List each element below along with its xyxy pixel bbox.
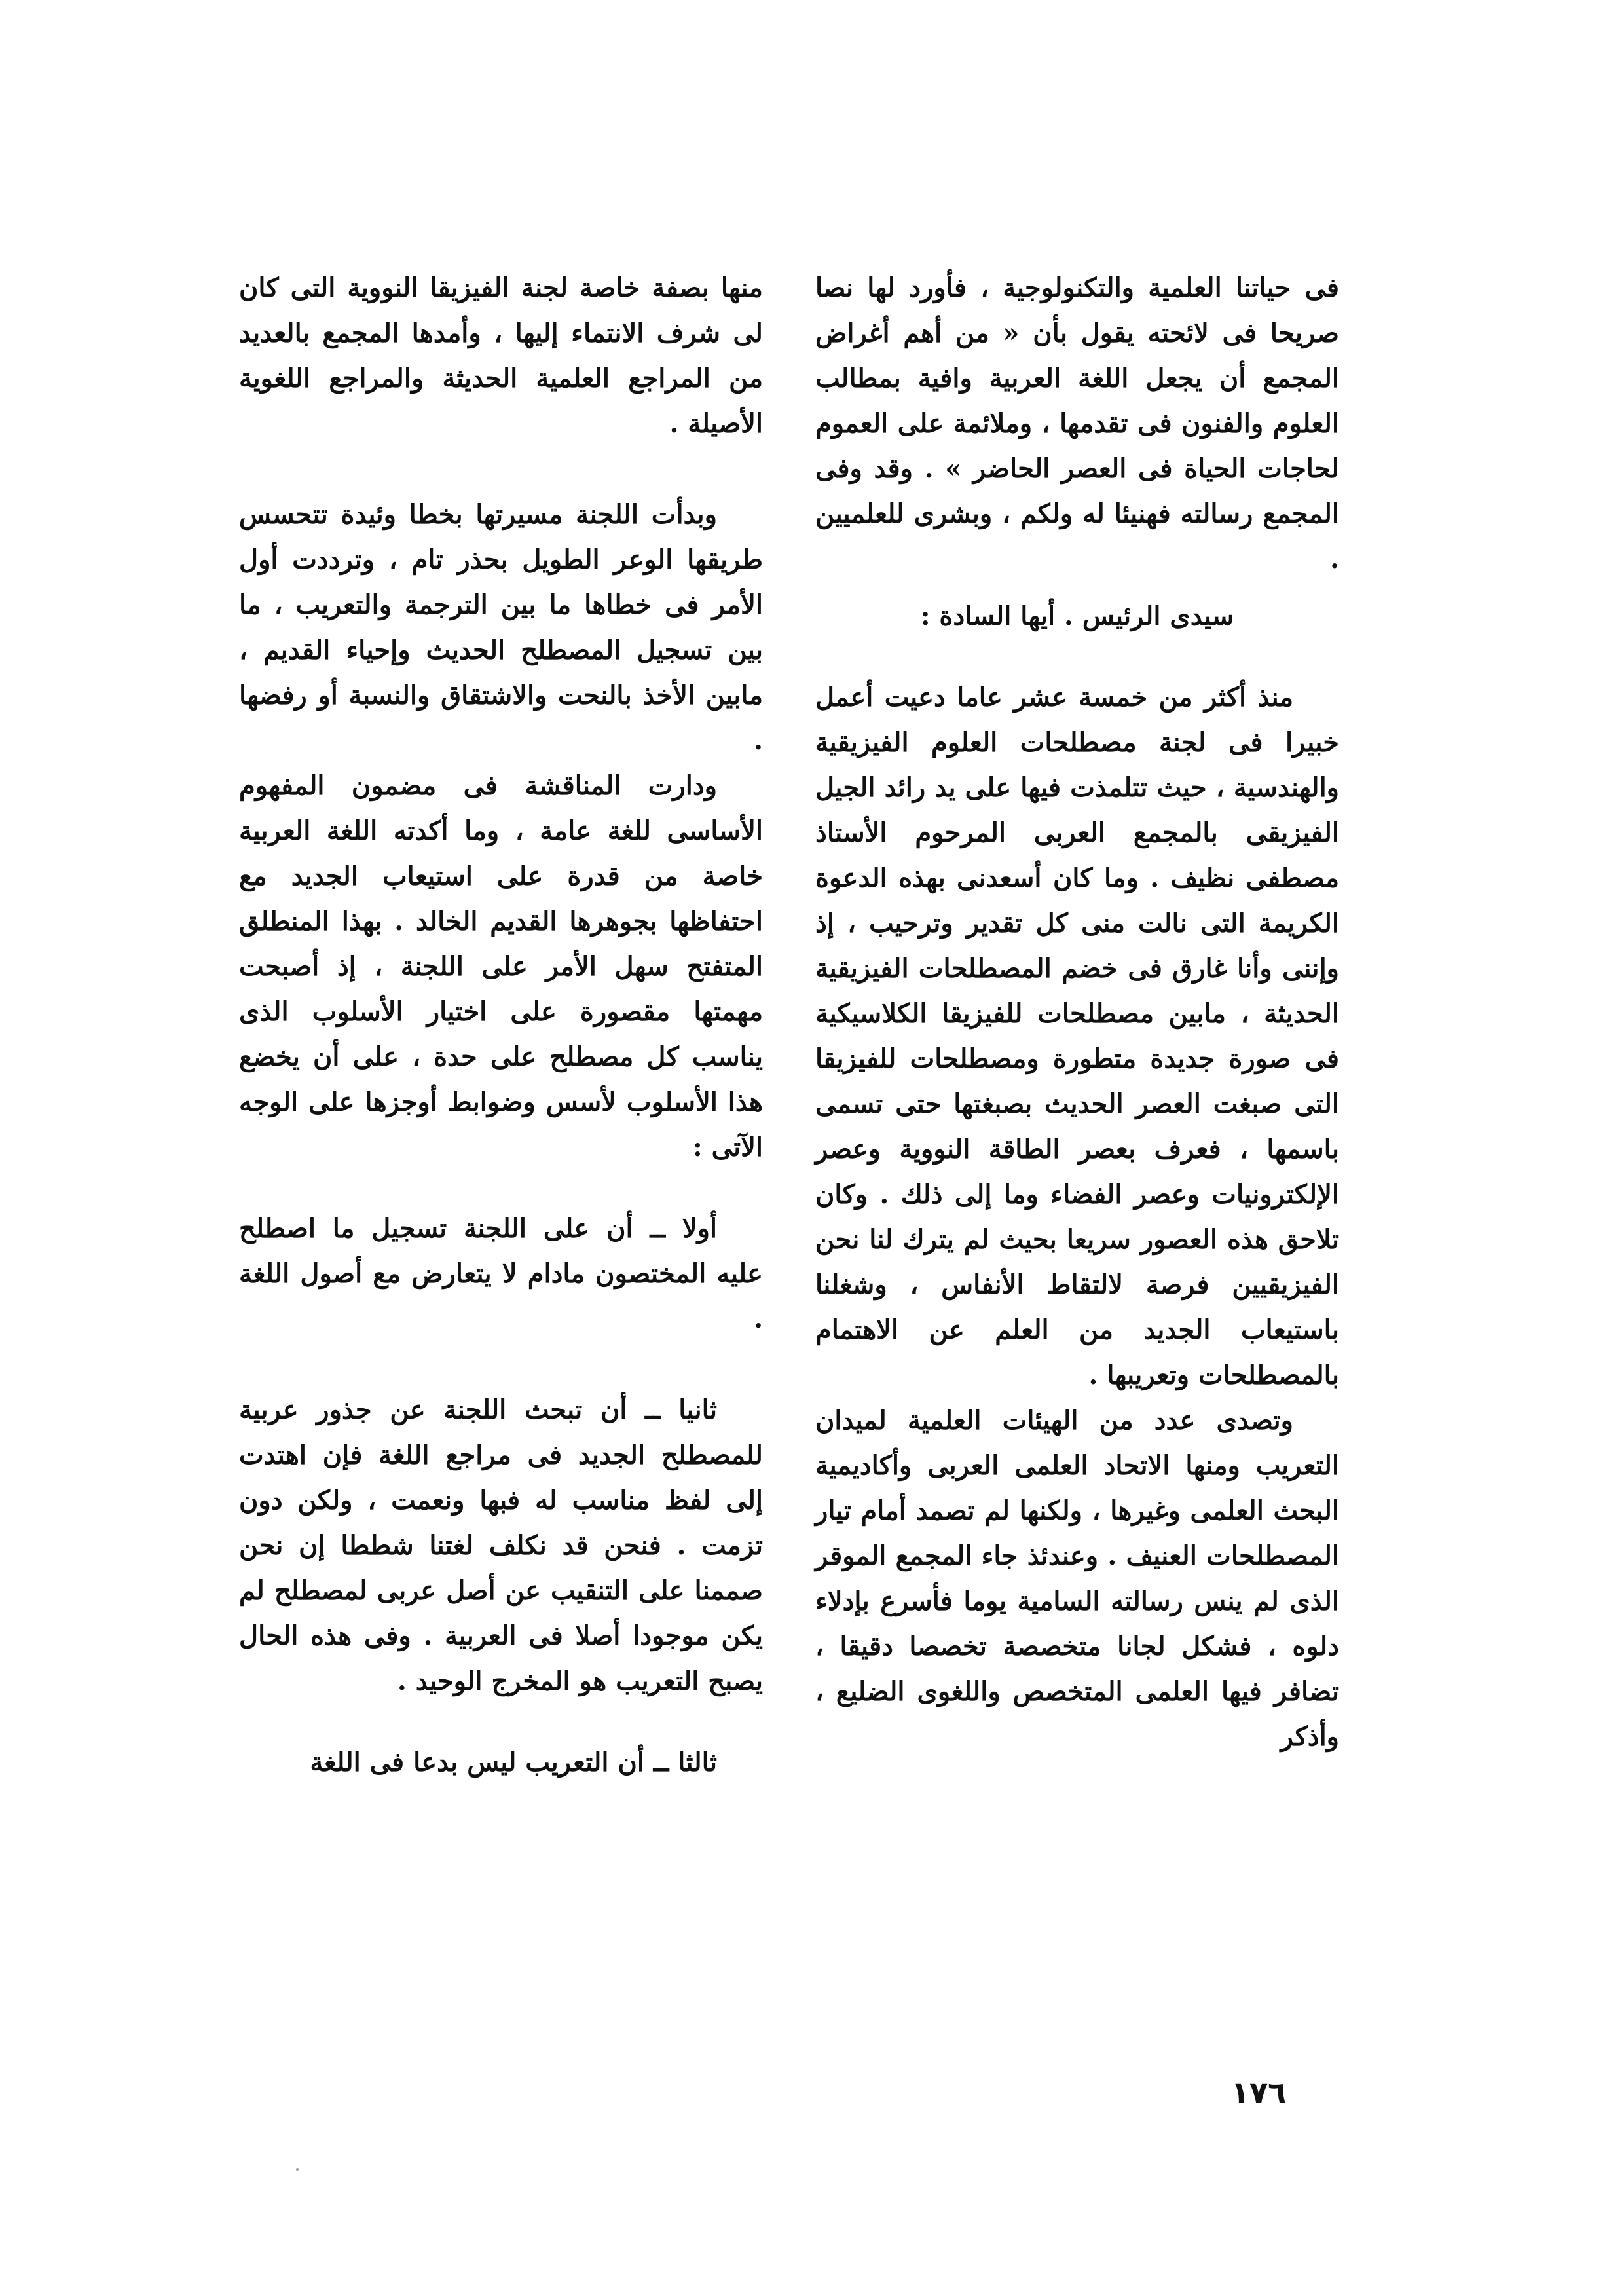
- rule-second: ثانيا ــ أن تبحث اللجنة عن جذور عربية للمصطلح الجديد فى مراجع اللغة فإن اهتدت إلى لفظ مناسب له فبها ونعمت ، ولكن دون تزمت . فنحن قد نكلف لغتنا شططا إن نحن صممنا على التنقيب عن أصل عربى لمصطلح لم يكن موجودا أصلا فى العربية . وفى هذه الحال يصبح التعريب هو المخرج الوحيد .: [239, 1394, 763, 1696]
- paragraph-academy-mission: فى حياتنا العلمية والتكنولوجية ، فأورد لها نصا صريحا فى لائحته يقول بأن « من أهم أغراض المجمع أن يجعل اللغة العربية وافية بمطالب العلوم والفنون فى تقدمها ، وملائمة على العموم لحاجات الحياة فى العصر الحاضر » . وقد وفى المجمع رسالته فهنيئا له ولكم ، وبشرى للعلميين .: [815, 272, 1339, 574]
- salutation: سيدى الرئيس . أيها السادة :: [920, 601, 1234, 631]
- paragraph-committee-progress: وبدأت اللجنة مسيرتها بخطا وئيدة تتحسس طريقها الوعر الطويل بحذر تام ، وترددت أول الأمر فى خطاها ما بين الترجمة والتعريب ، ما بين تسجيل المصطلح الحديث وإحياء القديم ، مابين الأخذ بالنحت والاشتقاق والنسبة أو رفضها .: [239, 499, 763, 756]
- paragraph-nuclear-committee: منها بصفة خاصة لجنة الفيزيقا النووية التى كان لى شرف الانتماء إليها ، وأمدها المجمع بالعديد من المراجع العلمية الحديثة والمراجع اللغوية الأصيلة .: [239, 272, 763, 439]
- scan-speck: [296, 2168, 299, 2171]
- right-text-column: [815, 265, 1339, 1759]
- rule-third: ثالثا ــ أن التعريب ليس بدعا فى اللغة: [310, 1747, 717, 1778]
- paragraph-scientific-bodies: وتصدى عدد من الهيئات العلمية لميدان التعريب ومنها الاتحاد العلمى العربى وأكاديمية البحث العلمى وغيرها ، ولكنها لم تصمد أمام تيار المصطلحات العنيف . وعندئذ جاء المجمع الموقر الذى لم ينس رسالته السامية يوما فأسرع بإدلاء دلوه ، فشكل لجانا متخصصة تخصصا دقيقا ، تضافر فيها العلمى المتخصص واللغوى الضليع ، وأذكر: [815, 1405, 1339, 1752]
- page-number: ١٧٦: [1231, 2075, 1287, 2110]
- left-text-column: [239, 265, 763, 1785]
- paragraph-physics-committee: منذ أكثر من خمسة عشر عاما دعيت أعمل خبيرا فى لجنة مصطلحات العلوم الفيزيقية والهندسية ، حيث تتلمذت فيها على يد رائد الجيل الفيزيقى بالمجمع العربى المرحوم الأستاذ مصطفى نظيف . وما كان أسعدنى بهذه الدعوة الكريمة التى نالت منى كل تقدير وترحيب ، إذ وإننى وأنا غارق فى خضم المصطلحات الفيزيقية الحديثة ، مابين مصطلحات للفيزيقا الكلاسيكية فى صورة جديدة متطورة ومصطلحات للفيزيقا التى صبغت العصر الحديث بصبغتها حتى تسمى باسمها ، فعرف بعصر الطاقة النووية وعصر الإلكترونيات وعصر الفضاء وما إلى ذلك . وكان تلاحق هذه العصور سريعا بحيث لم يترك لنا نحن الفيزيقيين فرصة لالتقاط الأنفاس ، وشغلنا باستيعاب الجديد من العلم عن الاهتمام بالمصطلحات وتعريبها .: [815, 682, 1339, 1390]
- rule-first: أولا ــ أن على اللجنة تسجيل ما اصطلح عليه المختصون مادام لا يتعارض مع أصول اللغة .: [239, 1213, 763, 1334]
- paragraph-language-discussion: ودارت المناقشة فى مضمون المفهوم الأساسى للغة عامة ، وما أكدته اللغة العربية خاصة من قدرة على استيعاب الجديد مع احتفاظها بجوهرها القديم الخالد . بهذا المنطلق المتفتح سهل الأمر على اللجنة ، إذ أصبحت مهمتها مقصورة على اختيار الأسلوب الذى يناسب كل مصطلح على حدة ، على أن يخضع هذا الأسلوب لأسس وضوابط أوجزها على الوجه الآتى :: [239, 770, 763, 1163]
